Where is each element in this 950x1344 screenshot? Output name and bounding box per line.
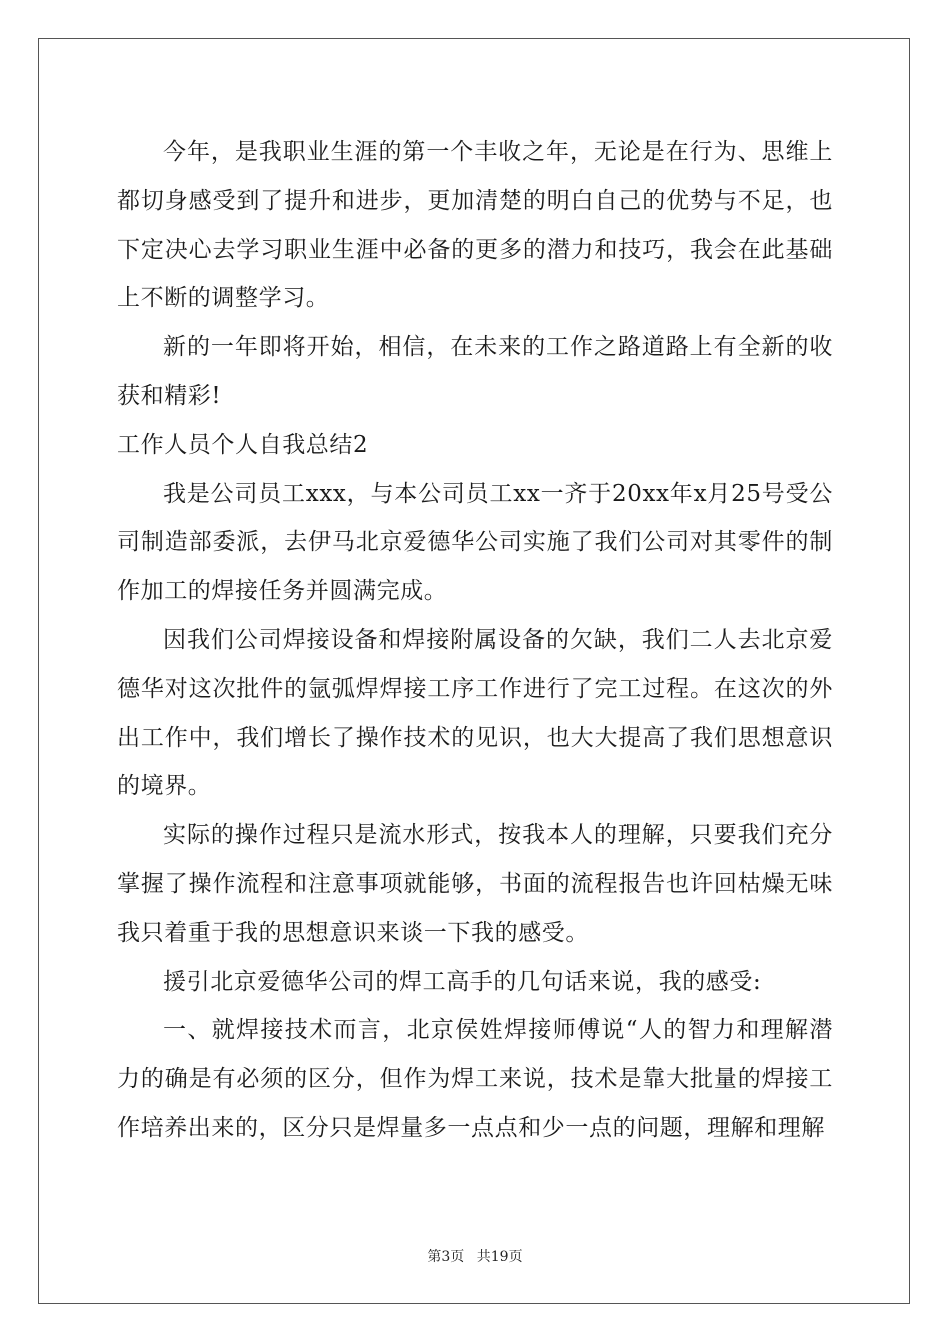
paragraph-1: 今年，是我职业生涯的第一个丰收之年，无论是在行为、思维上都切身感受到了提升和进步，更加清楚的明白自己的优势与不足，也下定决心去学习职业生涯中必备的更多的潜力和技巧，我会在此基础上不断的调整学习。: [117, 139, 833, 312]
page-total: 共19页: [476, 1249, 523, 1265]
paragraph-3: 我是公司员工xxx，与本公司员工xx一齐于20xx年x月25号受公司制造部委派，去伊马北京爱德华公司实施了我们公司对其零件的制作加工的焊接任务并圆满完成。: [117, 480, 833, 605]
paragraph-4: 因我们公司焊接设备和焊接附属设备的欠缺，我们二人去北京爱德华对这次批件的氩弧焊焊接工序工作进行了完工过程。在这次的外出工作中，我们增长了操作技术的见识，也大大提高了我们思想意识的境界。: [117, 626, 833, 800]
paragraph-7: 一、就焊接技术而言，北京侯姓焊接师傅说“人的智力和理解潜力的确是有必须的区分，但作为焊工来说，技术是靠大批量的焊接工作培养出来的，区分只是焊量多一点点和少一点的问题，理解和理解: [117, 1017, 833, 1141]
document-body: [117, 128, 833, 1153]
section-heading: 工作人员个人自我总结2: [117, 431, 369, 458]
page-number: 第3页: [427, 1249, 465, 1265]
page-footer: [0, 1246, 950, 1266]
paragraph-2: 新的一年即将开始，相信，在未来的工作之路道路上有全新的收获和精彩!: [117, 334, 833, 409]
paragraph-5: 实际的操作过程只是流水形式，按我本人的理解，只要我们充分掌握了操作流程和注意事项就能够，书面的流程报告也许回枯燥无味我只着重于我的思想意识来谈一下我的感受。: [117, 822, 833, 946]
paragraph-6: 援引北京爱德华公司的焊工高手的几句话来说，我的感受:: [163, 968, 762, 995]
